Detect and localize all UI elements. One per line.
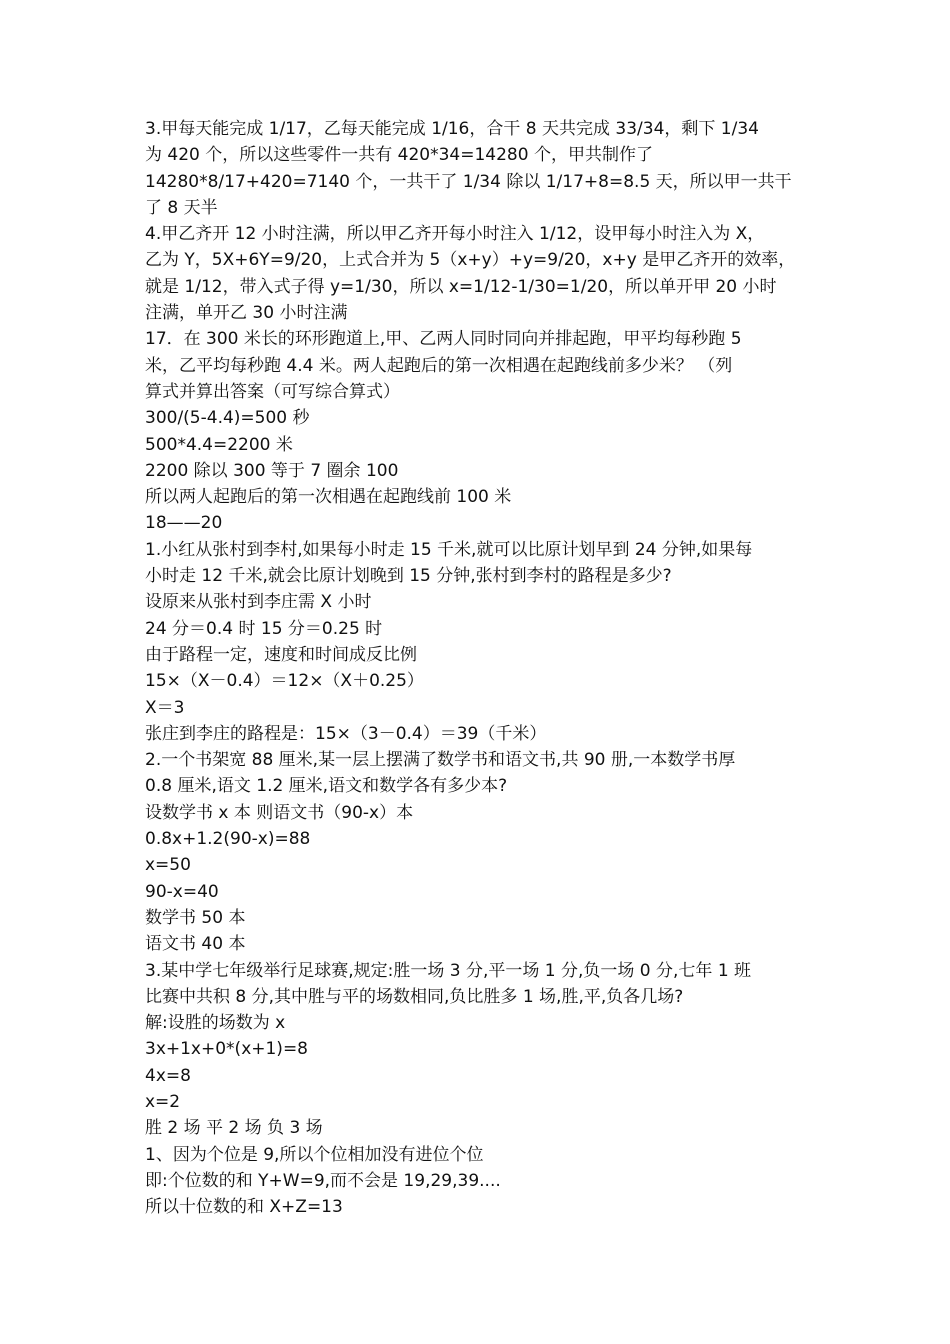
text-line: 了 8 天半 [145,197,218,218]
text-line: 就是 1/12，带入式子得 y=1/30，所以 x=1/12-1/30=1/20，所以单开甲 20 小时 [145,276,777,297]
text-line: 2.一个书架宽 88 厘米,某一层上摆满了数学书和语文书,共 90 册,一本数学书厚 [145,750,736,771]
text-line: 2200 除以 300 等于 7 圈余 100 [145,460,399,481]
text-line: 由于路程一定，速度和时间成反比例 [145,644,417,665]
document-body [145,116,825,1220]
text-line: 15×（X－0.4）＝12×（X＋0.25） [145,671,424,692]
text-line: 500*4.4=2200 米 [145,434,293,455]
text-line: x=2 [145,1091,181,1112]
text-line: 1、因为个位是 9,所以个位相加没有进位个位 [145,1144,484,1165]
text-line: 算式并算出答案（可写综合算式） [145,381,400,402]
text-line: 3.甲每天能完成 1/17，乙每天能完成 1/16，合干 8 天共完成 33/34，剩下 1/34 [145,119,759,139]
text-line: 胜 2 场 平 2 场 负 3 场 [145,1118,323,1139]
text-line: x=50 [145,855,191,876]
text-line: 17．在 300 米长的环形跑道上,甲、乙两人同时同向并排起跑，甲平均每秒跑 5 [145,329,742,350]
text-line: 小时走 12 千米,就会比原计划晚到 15 分钟,张村到李村的路程是多少? [145,566,672,587]
text-line: 为 420 个，所以这些零件一共有 420*34=14280 个，甲共制作了 [145,145,653,166]
text-line: 张庄到李庄的路程是：15×（3－0.4）＝39（千米） [145,723,547,744]
text-line: 所以两人起跑后的第一次相遇在起跑线前 100 米 [145,487,512,508]
text-line: 300/(5-4.4)=500 秒 [145,408,310,429]
text-line: 设原来从张村到李庄需 X 小时 [145,592,372,613]
text-line: 语文书 40 本 [145,934,246,955]
text-line: 0.8 厘米,语文 1.2 厘米,语文和数学各有多少本? [145,776,508,797]
text-line: 3.某中学七年级举行足球赛,规定:胜一场 3 分,平一场 1 分,负一场 0 分,七年 1 班 [145,960,752,981]
text-line: X＝3 [145,697,185,718]
text-line: 3x+1x+0*(x+1)=8 [145,1039,309,1060]
text-line: 4.甲乙齐开 12 小时注满，所以甲乙齐开每小时注入 1/12，设甲每小时注入为 X， [145,224,765,245]
text-line: 24 分＝0.4 时 15 分＝0.25 时 [145,618,383,639]
text-line: 4x=8 [145,1065,191,1086]
section-heading: 18——20 [145,513,223,534]
text-line: 即:个位数的和 Y+W=9,而不会是 19,29,39.... [145,1170,501,1191]
text-line: 乙为 Y，5X+6Y=9/20，上式合并为 5（x+y）+y=9/20，x+y 是甲乙齐开的效率， [145,250,796,271]
text-line: 解:设胜的场数为 x [145,1013,286,1034]
text-line: 14280*8/17+420=7140 个，一共干了 1/34 除以 1/17+8=8.5 天，所以甲一共干 [145,171,792,192]
text-line: 比赛中共积 8 分,其中胜与平的场数相同,负比胜多 1 场,胜,平,负各几场? [145,986,684,1007]
text-line: 设数学书 x 本 则语文书（90-x）本 [145,802,414,823]
text-line: 1.小红从张村到李村,如果每小时走 15 千米,就可以比原计划早到 24 分钟,如果每 [145,539,753,560]
text-line: 注满，单开乙 30 小时注满 [145,303,348,324]
text-line: 90-x=40 [145,881,219,902]
text-line: 所以十位数的和 X+Z=13 [145,1197,343,1218]
text-line: 数学书 50 本 [145,907,246,928]
text-line: 0.8x+1.2(90-x)=88 [145,829,311,850]
text-line: 米，乙平均每秒跑 4.4 米。两人起跑后的第一次相遇在起跑线前多少米？ （列 [145,355,733,376]
